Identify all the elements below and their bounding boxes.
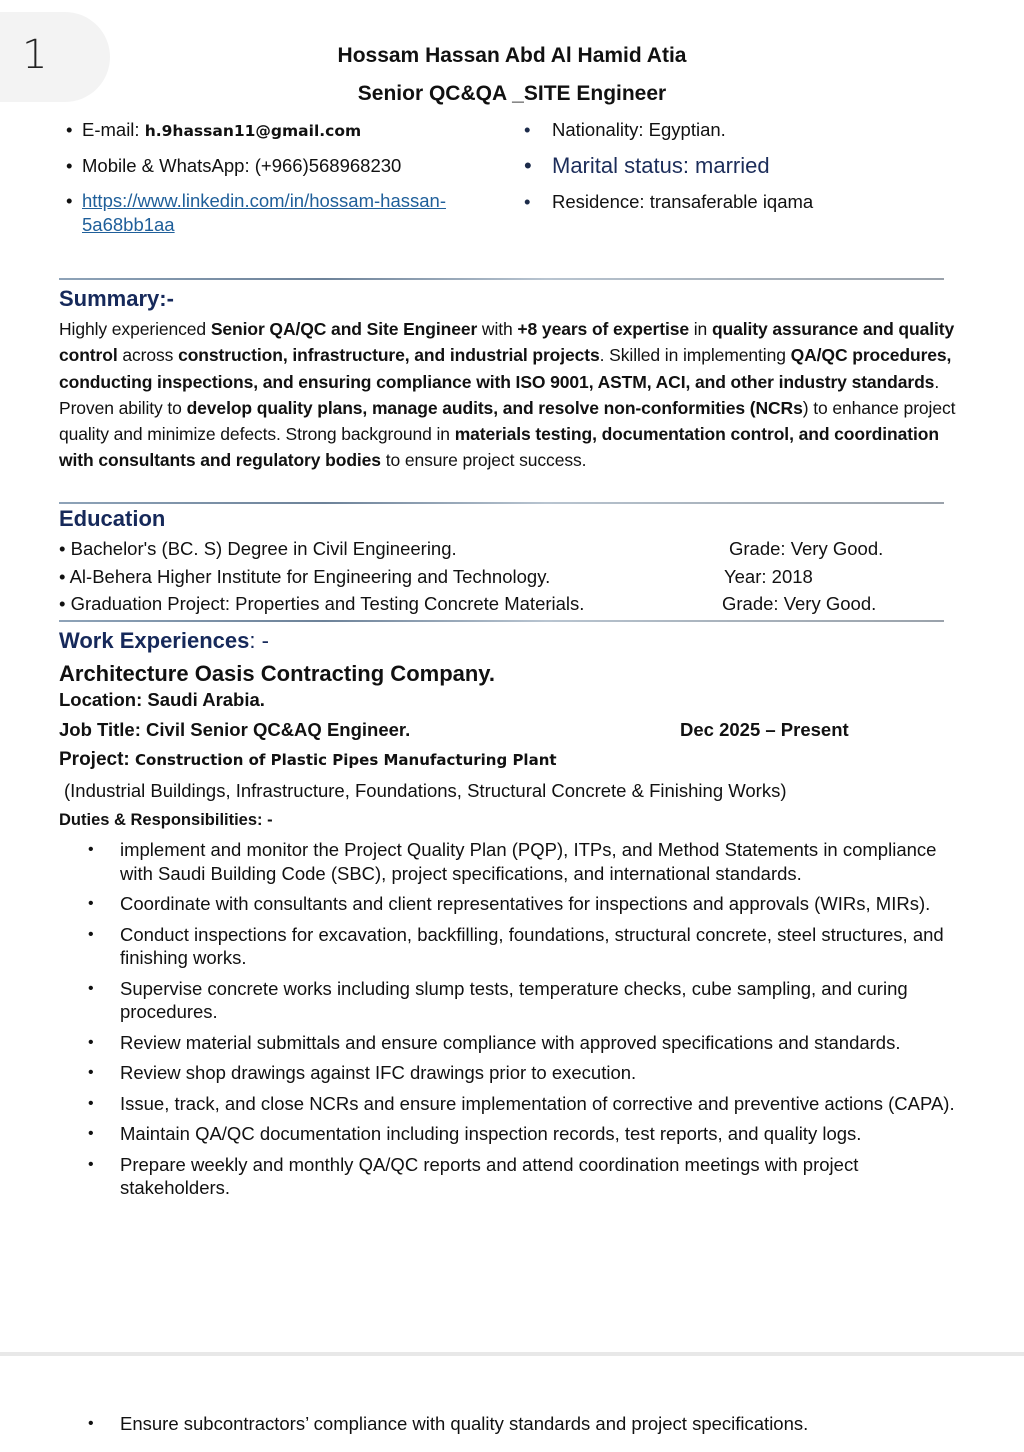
list-item: • Ensure subcontractors’ compliance with quality standards and project specifications. [88, 1412, 968, 1436]
list-item: • Conduct inspections for excavation, backfilling, foundations, structural concrete, steel structures, and finishing works. [88, 923, 968, 970]
section-divider [59, 502, 944, 504]
summary-text: Highly experienced Senior QA/QC and Site Engineer with +8 years of expertise in quality assurance and quality control across construction, infrastructure, and industrial projects. Skilled in implementing QA/QC procedures, conducting inspections, and ensuring compliance with ISO 9001, ASTM, ACI, and other industry standards. Proven ability to develop quality plans, manage audits, and resolve non-conformities (NCRs) to enhance project quality and minimize defects. Strong background in materials testing, documentation control, and coordination with consultants and regulatory bodies to ensure project success. [59, 319, 956, 471]
linkedin-link[interactable]: https://www.linkedin.com/in/hossam-hassan- 5a68bb1aa [82, 190, 446, 235]
project-scope: (Industrial Buildings, Infrastructure, Foundations, Structural Concrete & Finishing Works) [64, 780, 787, 801]
section-divider [59, 620, 944, 622]
section-divider [59, 278, 944, 280]
email-value: h.9hassan11@gmail.com [144, 122, 362, 140]
education-heading: Education [59, 506, 166, 531]
job-title: Job Title: Civil Senior QC&AQ Engineer. [59, 719, 411, 740]
education-list [59, 535, 959, 618]
email-label: E-mail: [82, 119, 145, 140]
education-row: • Al-Behera Higher Institute for Engineering and Technology. Year: 2018 [59, 565, 813, 587]
duties-heading: Duties & Responsibilities: - [59, 811, 273, 829]
contact-linkedin [66, 189, 506, 237]
job-location: Location: Saudi Arabia. [59, 689, 265, 710]
contact-mobile: • Mobile & WhatsApp: (+966)568968230 [66, 154, 506, 178]
contact-list-left [66, 118, 506, 248]
company-name: Architecture Oasis Contracting Company. [59, 661, 496, 686]
list-item: • implement and monitor the Project Quality Plan (PQP), ITPs, and Method Statements in compliance with Saudi Building Code (SBC), project specifications, and international standards. [88, 838, 968, 885]
list-item: • Coordinate with consultants and client representatives for inspections and approvals (WIRs, MIRs). [88, 892, 968, 916]
page-break [0, 1352, 1024, 1356]
summary-heading: Summary:- [59, 286, 174, 311]
list-item: • Issue, track, and close NCRs and ensure implementation of corrective and preventive actions (CAPA). [88, 1092, 968, 1116]
duties-list-continued [88, 1412, 968, 1436]
duties-list [88, 838, 968, 1207]
education-row: • Graduation Project: Properties and Testing Concrete Materials. Grade: Very Good. [59, 593, 877, 614]
residence: • Residence: transaferable iqama [522, 190, 1002, 214]
candidate-name: Hossam Hassan Abd Al Hamid Atia [337, 44, 687, 67]
candidate-title: Senior QC&QA _SITE Engineer [357, 82, 667, 105]
contact-list-right [522, 118, 1002, 226]
list-item: • Maintain QA/QC documentation including inspection records, test reports, and quality logs. [88, 1122, 968, 1146]
nationality: • Nationality: Egyptian. [522, 118, 1002, 142]
list-item: • Supervise concrete works including slump tests, temperature checks, cube sampling, and curing procedures. [88, 977, 968, 1024]
project: Project: Construction of Plastic Pipes Manufacturing Plant [59, 749, 557, 770]
list-item: • Prepare weekly and monthly QA/QC reports and attend coordination meetings with project stakeholders. [88, 1153, 968, 1200]
list-item: • Review shop drawings against IFC drawings prior to execution. [88, 1061, 968, 1085]
project-name: Construction of Plastic Pipes Manufacturing Plant [135, 751, 557, 769]
list-item: • Review material submittals and ensure compliance with approved specifications and standards. [88, 1031, 968, 1055]
job-dates: Dec 2025 – Present [680, 719, 849, 740]
page-number: 1 [22, 32, 48, 78]
marital-status: • Marital status: married [522, 154, 1002, 178]
education-row: • Bachelor's (BC. S) Degree in Civil Engineering. Grade: Very Good. [59, 538, 884, 559]
work-heading: Work Experiences: - [59, 628, 269, 653]
contact-email [66, 118, 506, 143]
